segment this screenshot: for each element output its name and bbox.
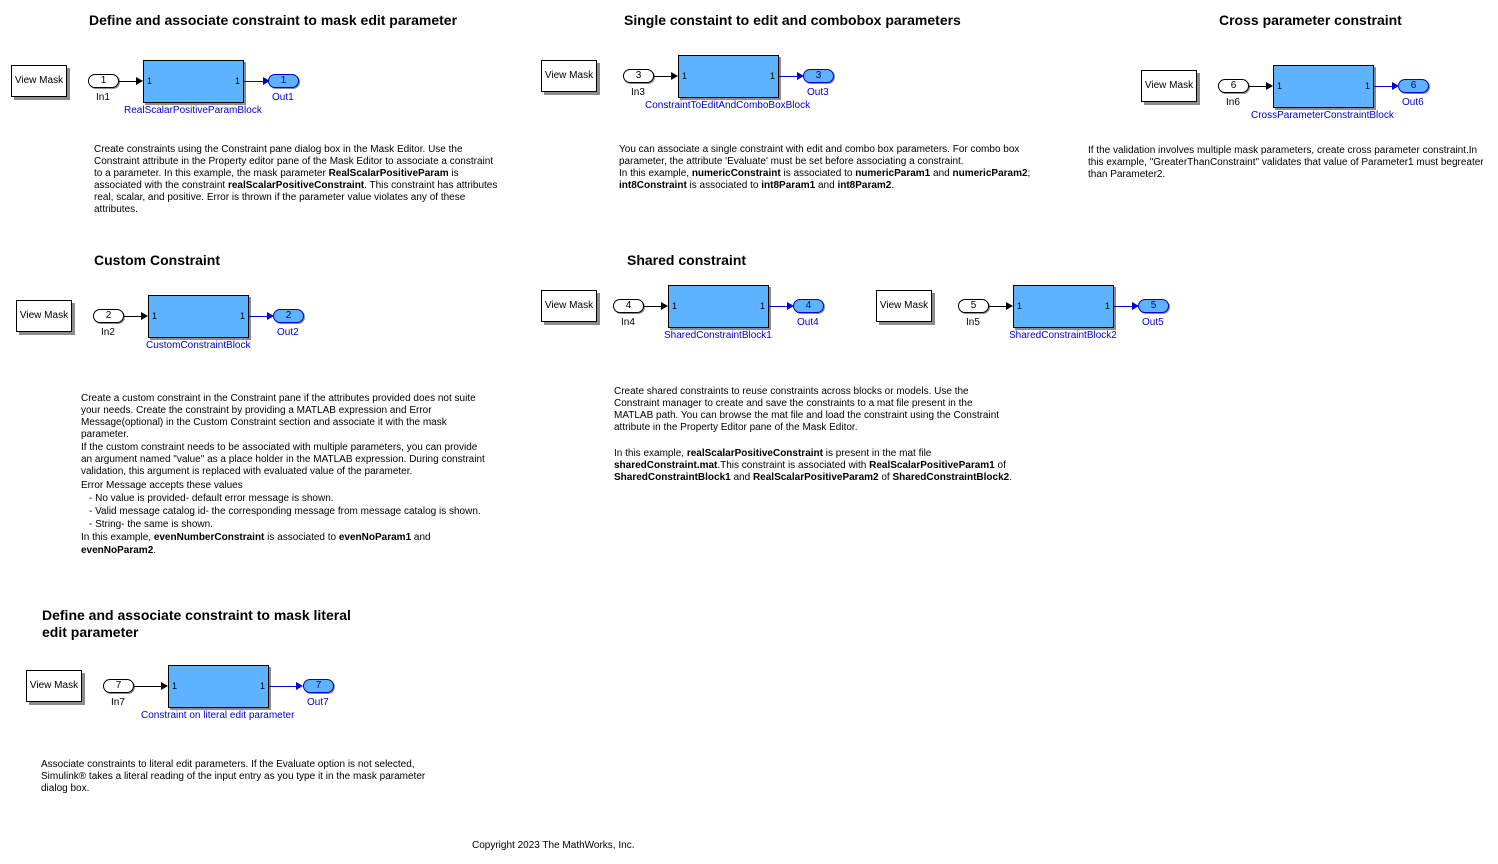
subsystem-name: SharedConstraintBlock1 xyxy=(664,330,772,341)
signal-arrow xyxy=(1006,302,1013,310)
subsystem-name: RealScalarPositiveParamBlock xyxy=(124,105,262,116)
subsystem-name: CrossParameterConstraintBlock xyxy=(1251,110,1394,121)
signal-arrow xyxy=(161,682,168,690)
view-mask-button[interactable]: View Mask xyxy=(1141,70,1197,102)
inport-label: In2 xyxy=(101,327,115,338)
description-edit-param: Create constraints using the Constraint pane dialog box in the Mask Editor. Use the Constraint attribute in the Property editor pane of the Mask Editor to associate a constraint to a parameter. In this example, the mask parameter RealScalarPositiveParam is associated with the constraint realScalarPositiveConstraint. This constraint has attributes real, scalar, and positive. Error is thrown if the parameter value violates any of these attributes. xyxy=(94,144,498,215)
output-port-number: 1 xyxy=(1104,301,1110,311)
signal-line xyxy=(244,81,264,82)
output-port-number: 1 xyxy=(259,681,265,691)
signal-line xyxy=(1114,306,1134,307)
signal-line xyxy=(769,306,789,307)
signal-arrow xyxy=(296,682,303,690)
outport-label: Out4 xyxy=(797,317,819,328)
subsystem-block[interactable] xyxy=(1273,65,1374,108)
signal-line xyxy=(1374,86,1394,87)
signal-arrow xyxy=(141,312,148,320)
heading-shared-constraint: Shared constraint xyxy=(627,252,747,268)
signal-line xyxy=(124,316,142,317)
subsystem-name: Constraint on literal edit parameter xyxy=(141,710,295,721)
heading-custom-constraint: Custom Constraint xyxy=(94,252,220,268)
heading-edit-param: Define and associate constraint to mask edit parameter xyxy=(89,12,458,28)
input-port-number: 1 xyxy=(672,301,678,311)
outport-block[interactable]: 4 xyxy=(793,299,824,313)
subsystem-block[interactable] xyxy=(168,665,269,708)
signal-line xyxy=(989,306,1007,307)
outport-block[interactable]: 1 xyxy=(268,74,299,88)
outport-label: Out5 xyxy=(1142,317,1164,328)
signal-arrow xyxy=(1266,82,1273,90)
input-port-number: 1 xyxy=(1017,301,1023,311)
input-port-number: 1 xyxy=(1277,81,1283,91)
view-mask-button[interactable]: View Mask xyxy=(16,300,72,332)
view-mask-button[interactable]: View Mask xyxy=(26,670,82,702)
inport-block[interactable]: 5 xyxy=(958,299,989,313)
description-shared-constraint: Create shared constraints to reuse constraints across blocks or models. Use the Constraint manager to create and save the constraints to a mat file present in the MATLAB path. You can browse the mat file and load the constraint using the Constraint attribute in the Property Editor pane of the Mask Editor. In this example, realScalarPositiveConstraint is present in the mat file sharedConstraint.mat.This constraint is associated with RealScalarPositiveParam1 of SharedConstraintBlock1 and RealScalarPositiveParam2 of SharedConstraintBlock2. xyxy=(614,386,1012,483)
view-mask-button[interactable]: View Mask xyxy=(541,290,597,322)
inport-block[interactable]: 1 xyxy=(88,74,119,88)
subsystem-block[interactable] xyxy=(143,60,244,103)
output-port-number: 1 xyxy=(234,76,240,86)
view-mask-button[interactable]: View Mask xyxy=(11,65,67,97)
output-port-number: 1 xyxy=(759,301,765,311)
outport-label: Out2 xyxy=(277,327,299,338)
subsystem-block[interactable] xyxy=(148,295,249,338)
subsystem-block[interactable] xyxy=(668,285,769,328)
description-custom-constraint: Create a custom constraint in the Constraint pane if the attributes provided does not suite your needs. Create the constraint by providing a MATLAB expression and Error Message(optional) in the Custom Constraint section and associate it with the mask parameter. If the custom constraint needs to be associated with multiple parameters, you can provide an argument named "value" as a place holder in the MATLAB expression. During constraint validation, this argument is replaced with evaluated value of the parameter. Error Message accepts these values - No value is provided- default error message is shown. - Valid message catalog id- the corresponding message from message catalog is shown. - String- the same is shown. In this example, evenNumberConstraint is associated to evenNoParam1 and evenNoParam2. xyxy=(81,393,485,556)
inport-label: In6 xyxy=(1226,97,1240,108)
signal-line xyxy=(119,81,137,82)
signal-arrow xyxy=(671,72,678,80)
subsystem-block[interactable] xyxy=(1013,285,1114,328)
outport-label: Out7 xyxy=(307,697,329,708)
signal-line xyxy=(779,76,799,77)
signal-line xyxy=(1249,86,1267,87)
input-port-number: 1 xyxy=(682,71,688,81)
output-port-number: 1 xyxy=(239,311,245,321)
input-port-number: 1 xyxy=(147,76,153,86)
signal-line xyxy=(644,306,662,307)
description-single-constraint: You can associate a single constraint with edit and combo box parameters. For combo box parameter, the attribute 'Evaluate' must be set before associating a constraint. In this example, numericConstraint is associated to numericParam1 and numericParam2; int8Constraint is associated to int8Param1 and int8Param2. xyxy=(619,144,1031,191)
heading-literal-edit: Define and associate constraint to mask literal edit parameter xyxy=(42,607,351,640)
outport-label: Out3 xyxy=(807,87,829,98)
outport-block[interactable]: 7 xyxy=(303,679,334,693)
description-literal-edit: Associate constraints to literal edit parameters. If the Evaluate option is not selected, Simulink® takes a literal reading of the input entry as you type it in the mask parameter dialog box. xyxy=(41,759,426,794)
subsystem-name: CustomConstraintBlock xyxy=(146,340,251,351)
inport-label: In5 xyxy=(966,317,980,328)
signal-line xyxy=(269,686,297,687)
input-port-number: 1 xyxy=(152,311,158,321)
inport-block[interactable]: 4 xyxy=(613,299,644,313)
output-port-number: 1 xyxy=(1364,81,1370,91)
signal-line xyxy=(249,316,269,317)
inport-block[interactable]: 3 xyxy=(623,69,654,83)
subsystem-name: ConstraintToEditAndComboBoxBlock xyxy=(645,100,811,111)
outport-block[interactable]: 5 xyxy=(1138,299,1169,313)
signal-line xyxy=(134,686,162,687)
signal-line xyxy=(654,76,672,77)
subsystem-block[interactable] xyxy=(678,55,779,98)
inport-block[interactable]: 2 xyxy=(93,309,124,323)
inport-label: In1 xyxy=(96,92,110,103)
inport-label: In7 xyxy=(111,697,125,708)
view-mask-button[interactable]: View Mask xyxy=(541,60,597,92)
inport-label: In3 xyxy=(631,87,645,98)
outport-label: Out1 xyxy=(272,92,294,103)
outport-label: Out6 xyxy=(1402,97,1424,108)
inport-block[interactable]: 6 xyxy=(1218,79,1249,93)
heading-single-constraint: Single constaint to edit and combobox parameters xyxy=(624,12,961,28)
output-port-number: 1 xyxy=(769,71,775,81)
outport-block[interactable]: 6 xyxy=(1398,79,1429,93)
input-port-number: 1 xyxy=(172,681,178,691)
signal-arrow xyxy=(661,302,668,310)
outport-block[interactable]: 3 xyxy=(803,69,834,83)
copyright-notice: Copyright 2023 The MathWorks, Inc. xyxy=(472,840,635,851)
signal-arrow xyxy=(136,77,143,85)
view-mask-button[interactable]: View Mask xyxy=(876,290,932,322)
inport-block[interactable]: 7 xyxy=(103,679,134,693)
subsystem-name: SharedConstraintBlock2 xyxy=(1009,330,1117,341)
description-cross-parameter: If the validation involves multiple mask parameters, create cross parameter constraint.In this example, "GreaterThanConstraint" validates that value of Parameter1 must begreater than Parameter2. xyxy=(1088,145,1484,180)
heading-cross-parameter: Cross parameter constraint xyxy=(1219,12,1402,28)
outport-block[interactable]: 2 xyxy=(273,309,304,323)
inport-label: In4 xyxy=(621,317,635,328)
